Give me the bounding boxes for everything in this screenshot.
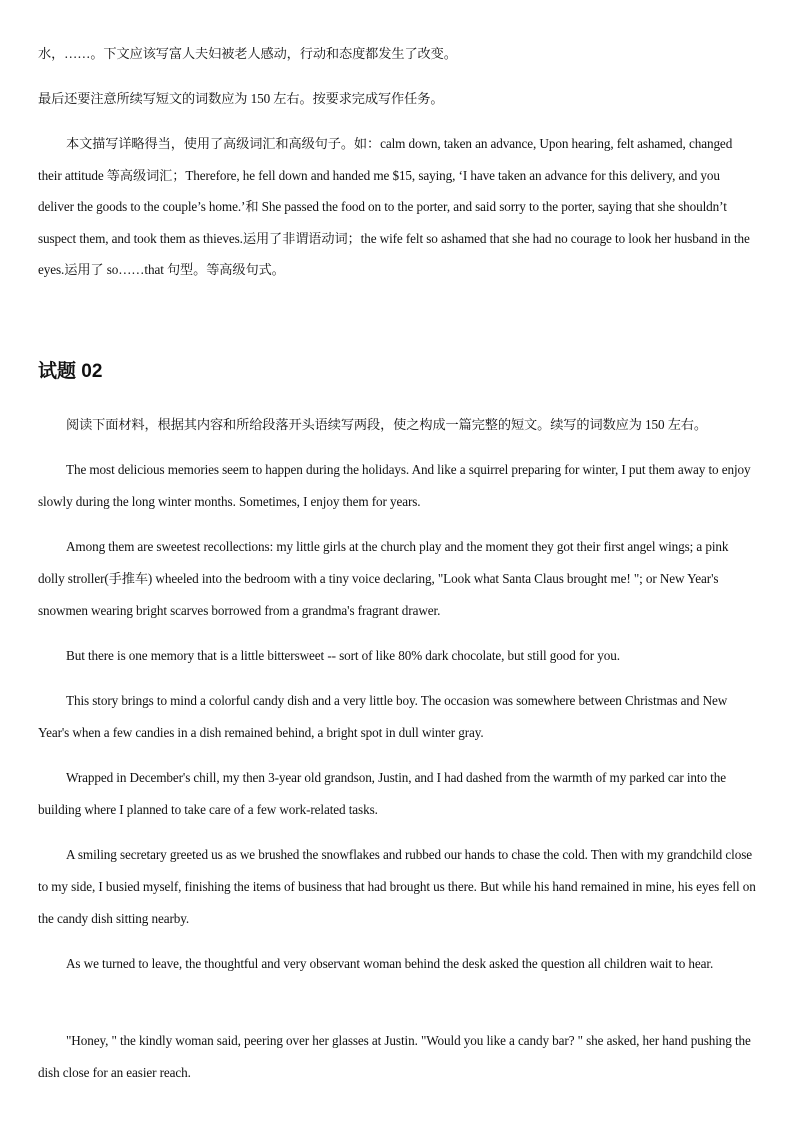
paragraph-instruction: 阅读下面材料，根据其内容和所给段落开头语续写两段，使之构成一篇完整的短文。续写的词数应为 150 左右。	[66, 417, 707, 432]
paragraph-body: The most delicious memories seem to happen during the holidays. And like a squirrel preparing for winter, I put them away to enjoy slowly during the long winter months. Sometimes, I enjoy them for years.	[38, 462, 751, 509]
paragraph-top-2: 最后还要注意所续写短文的词数应为 150 左右。按要求完成写作任务。	[38, 91, 444, 106]
paragraph-body: But there is one memory that is a little bittersweet -- sort of like 80% dark chocolate, but still good for you.	[66, 648, 620, 663]
paragraph-body: Among them are sweetest recollections: my little girls at the church play and the moment they got their first angel wings; a pink dolly stroller(手推车) wheeled into the bedroom with a tiny voice declaring, "Look what Santa Claus brought me! "; or New Year's snowmen wearing bright scarves borrowed from a grandma's fragrant drawer.	[38, 539, 729, 618]
paragraph-body: As we turned to leave, the thoughtful and very observant woman behind the desk asked the question all children wait to hear.	[66, 956, 714, 971]
paragraph-top-3: 本文描写详略得当，使用了高级词汇和高级句子。如：calm down, taken an advance, Upon hearing, felt ashamed, changed their attitude 等高级词汇；Therefore, he fell down and handed me $15, saying, ‘I have taken an advance for this delivery, and you deliver the goods to the couple’s home.’和 She passed the food on to the porter, and said sorry to the porter, saying that she shouldn’t suspect them, and took them as thieves.运用了非谓语动词；the wife felt so ashamed that she had no courage to look her husband in the eyes.运用了 so……that 句型。等高级句式。	[38, 136, 750, 277]
paragraph-top-1: 水，……。下文应该写富人夫妇被老人感动，行动和态度都发生了改变。	[38, 46, 457, 61]
paragraph-body: Wrapped in December's chill, my then 3-year old grandson, Justin, and I had dashed from the warmth of my parked car into the building where I planned to take care of a few work-related tasks.	[38, 770, 726, 817]
section-title: 试题 02	[38, 361, 103, 382]
paragraph-body: A smiling secretary greeted us as we brushed the snowflakes and rubbed our hands to chase the cold. Then with my grandchild close to my side, I busied myself, finishing the items of business that had brought us there. But while his hand remained in mine, his eyes fell on the candy dish sitting nearby.	[38, 847, 756, 926]
paragraph-body: "Honey, " the kindly woman said, peering over her glasses at Justin. "Would you like a candy bar? " she asked, her hand pushing the dish close for an easier reach.	[38, 1033, 751, 1080]
paragraph-body: This story brings to mind a colorful candy dish and a very little boy. The occasion was somewhere between Christmas and New Year's when a few candies in a dish remained behind, a bright spot in dull winter gray.	[38, 693, 728, 740]
